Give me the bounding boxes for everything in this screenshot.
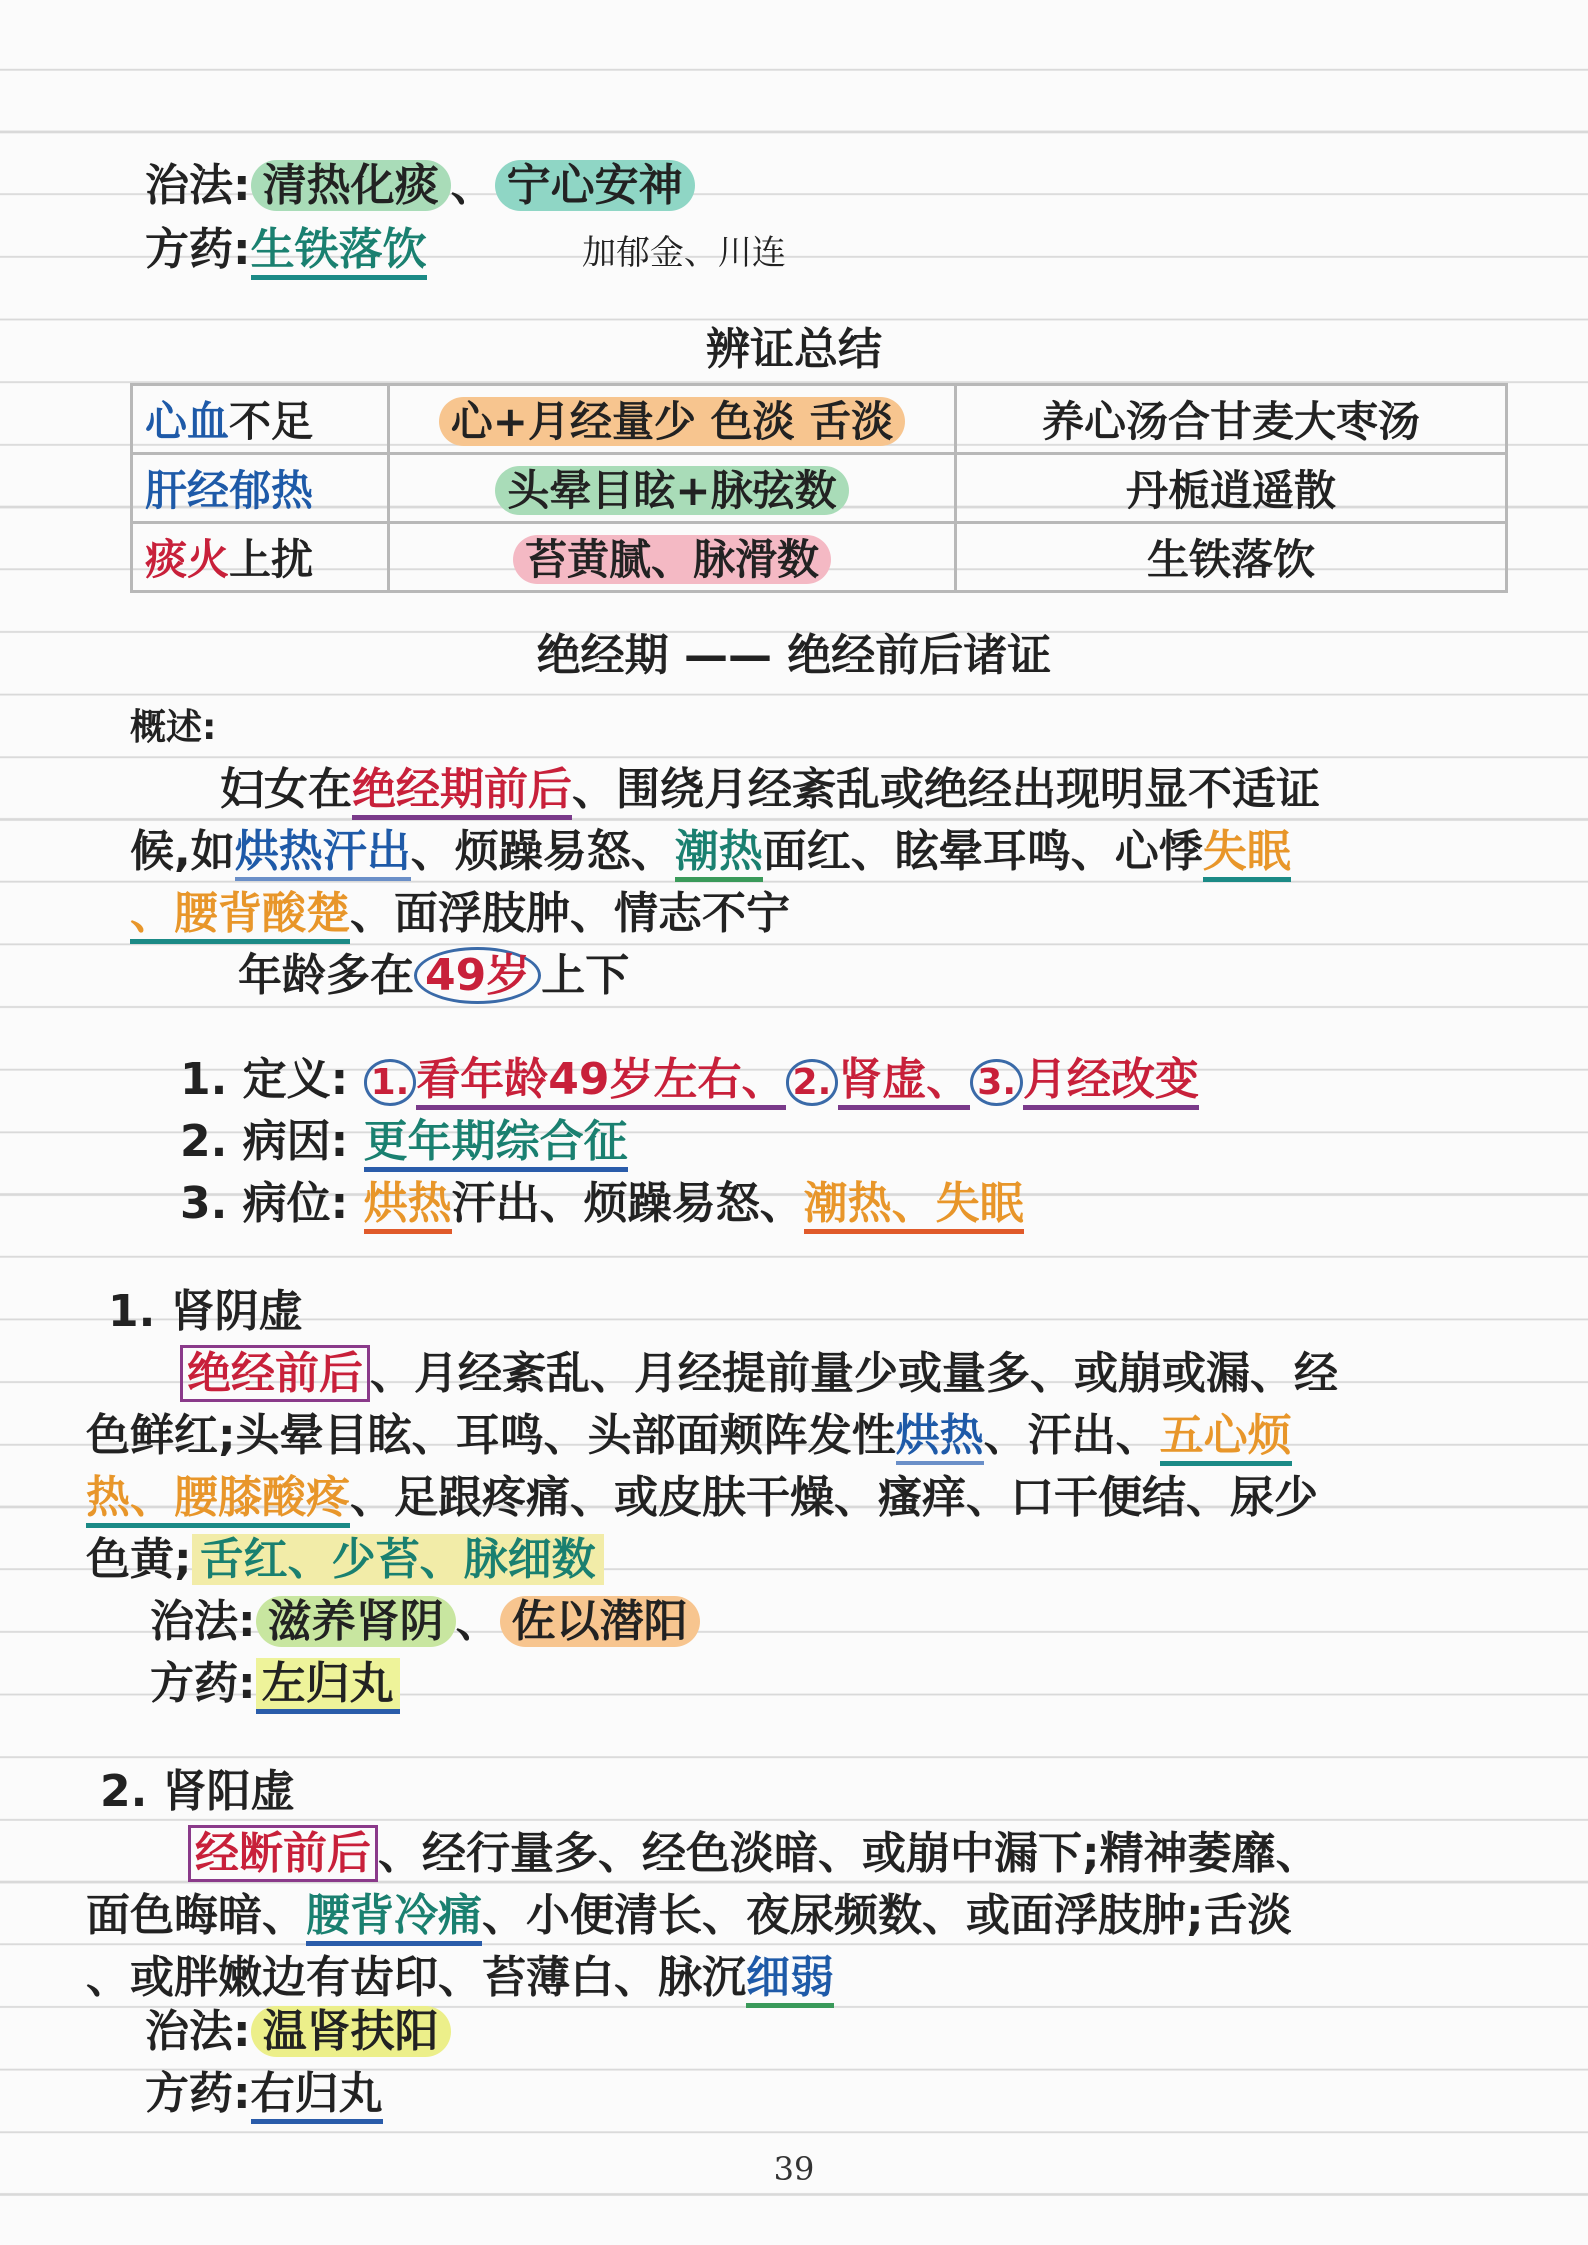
pattern-signs: 心+月经量少 色淡 舌淡	[439, 397, 905, 446]
text: 妇女在	[220, 764, 352, 815]
table-cell	[132, 454, 389, 523]
yin-formula	[150, 1656, 400, 1712]
text: 、月经紊乱、月经提前量少或量多、或崩或漏、经	[370, 1348, 1338, 1399]
number-badge: 2.	[786, 1059, 839, 1106]
key-term: 细弱	[746, 1952, 834, 2008]
overview-line-4	[238, 948, 629, 1004]
text: 汗出、烦躁易怒、	[451, 1178, 804, 1229]
cause-value: 更年期综合征	[364, 1116, 628, 1172]
text: 面红、眩晕耳鸣、心悸	[762, 826, 1203, 877]
formula-label: 方药:	[145, 224, 251, 275]
text: 、或胖嫩边有齿印、苔薄白、脉沉	[86, 1952, 746, 2003]
cause-label: 2. 病因:	[180, 1116, 349, 1167]
location-label: 3. 病位:	[180, 1178, 349, 1229]
key-term: 腰背冷痛	[306, 1890, 482, 1946]
overview-line-1	[220, 762, 1320, 818]
formula-name: 左归丸	[256, 1658, 400, 1714]
number-badge: 3.	[970, 1059, 1023, 1106]
key-term: 绝经前后	[180, 1345, 370, 1402]
tongue-pulse: 舌红、少苔、脉细数	[192, 1534, 604, 1585]
yang-heading: 2. 肾阳虚	[100, 1766, 295, 1817]
table-cell: 养心汤合甘麦大枣汤	[956, 385, 1507, 454]
page-number: 39	[773, 2150, 815, 2188]
text: 、小便清长、夜尿频数、或面浮肢肿;舌淡	[482, 1890, 1292, 1941]
text: 、烦躁易怒、	[410, 826, 675, 877]
yin-line-1	[180, 1346, 1338, 1402]
yin-heading: 1. 肾阴虚	[108, 1286, 303, 1337]
treatment-method-2: 佐以潜阳	[500, 1596, 700, 1647]
definition-item: 肾虚、	[838, 1054, 970, 1110]
formula-label: 方药:	[150, 1658, 256, 1709]
treatment-method: 温肾扶阳	[251, 2006, 451, 2057]
treatment-label: 治法:	[150, 1596, 256, 1647]
pattern-key: 心血	[145, 397, 230, 446]
key-term: 烘热	[364, 1178, 452, 1234]
key-term: 潮热、失眠	[804, 1178, 1024, 1234]
table-cell: 丹栀逍遥散	[956, 454, 1507, 523]
text: 色鲜红;头晕目眩、耳鸣、头部面颊阵发性	[86, 1410, 896, 1461]
table-cell: 生铁落饮	[956, 523, 1507, 592]
summary-table	[130, 383, 1508, 593]
text: 上下	[541, 950, 630, 1001]
table-cell	[132, 385, 389, 454]
overview-label: 概述:	[130, 707, 217, 748]
definition-item: 月经改变	[1023, 1054, 1199, 1110]
table-cell	[389, 523, 956, 592]
key-term: 五心烦	[1160, 1410, 1292, 1466]
key-term: 失眠	[1203, 826, 1291, 882]
definition-item: 看年龄49岁左右、	[416, 1054, 785, 1110]
text: 、面浮肢肿、情志不宁	[350, 888, 790, 939]
table-cell	[389, 454, 956, 523]
treatment-method-1: 清热化痰	[251, 160, 451, 211]
overview-line-3	[130, 886, 790, 942]
section-title: 绝经期 —— 绝经前后诸证	[536, 630, 1052, 681]
key-term: 烘热汗出	[235, 826, 411, 881]
key-term: 经断前后	[188, 1825, 378, 1882]
pattern-signs: 头晕目眩+脉弦数	[495, 466, 848, 515]
separator: 、	[450, 160, 495, 211]
formula-name: 右归丸	[251, 2068, 383, 2124]
formula-line	[145, 222, 786, 281]
pattern-key: 肝经郁热	[145, 466, 314, 515]
definition-label: 1. 定义:	[180, 1054, 349, 1105]
pattern-key: 痰火	[145, 535, 230, 584]
treatment-method-1: 滋养肾阴	[256, 1596, 456, 1647]
definition-line	[180, 1052, 1199, 1111]
yin-line-3	[86, 1470, 1318, 1526]
number-badge: 1.	[364, 1059, 417, 1106]
key-term: 热、腰膝酸疼	[86, 1472, 350, 1528]
text: 面色晦暗、	[86, 1890, 306, 1941]
age-circled: 49岁	[414, 947, 541, 1004]
table-row	[132, 523, 1507, 592]
cause-line	[180, 1114, 628, 1170]
text: 、足跟疼痛、或皮肤干燥、瘙痒、口干便结、尿少	[350, 1472, 1318, 1523]
text: 、经行量多、经色淡暗、或崩中漏下;精神萎靡、	[378, 1828, 1320, 1879]
treatment-line	[145, 158, 695, 214]
pattern-signs: 苔黄腻、脉滑数	[513, 535, 831, 584]
yin-line-4	[86, 1532, 604, 1588]
table-cell	[132, 523, 389, 592]
yin-treatment	[150, 1594, 700, 1650]
table-row	[132, 454, 1507, 523]
text: 、汗出、	[983, 1410, 1160, 1461]
overview-line-2	[130, 824, 1291, 880]
table-row	[132, 385, 1507, 454]
text: 候,如	[130, 826, 235, 877]
key-term: 、腰背酸楚	[130, 888, 350, 944]
key-term: 潮热	[675, 826, 763, 882]
yang-formula	[145, 2066, 383, 2122]
formula-note: 加郁金、川连	[581, 233, 786, 273]
yang-line-2	[86, 1888, 1292, 1944]
pattern-rest: 不足	[229, 397, 314, 446]
formula-label: 方药:	[145, 2068, 251, 2119]
text: 、围绕月经紊乱或绝经出现明显不适证	[572, 764, 1320, 815]
summary-title: 辨证总结	[706, 324, 882, 375]
text: 年龄多在	[238, 950, 414, 1001]
table-cell	[389, 385, 956, 454]
pattern-rest: 上扰	[229, 535, 314, 584]
formula-name: 生铁落饮	[251, 224, 427, 280]
key-term: 绝经期前后	[352, 764, 572, 820]
location-line	[180, 1176, 1024, 1232]
treatment-label: 治法:	[145, 160, 251, 211]
yang-line-3	[86, 1950, 834, 2006]
treatment-method-2: 宁心安神	[495, 160, 695, 211]
treatment-label: 治法:	[145, 2006, 251, 2057]
yang-line-1	[188, 1826, 1320, 1882]
text: 色黄;	[86, 1534, 192, 1585]
yang-treatment	[145, 2004, 451, 2060]
separator: 、	[455, 1596, 500, 1647]
key-term: 烘热	[896, 1410, 984, 1465]
yin-line-2	[86, 1408, 1292, 1464]
